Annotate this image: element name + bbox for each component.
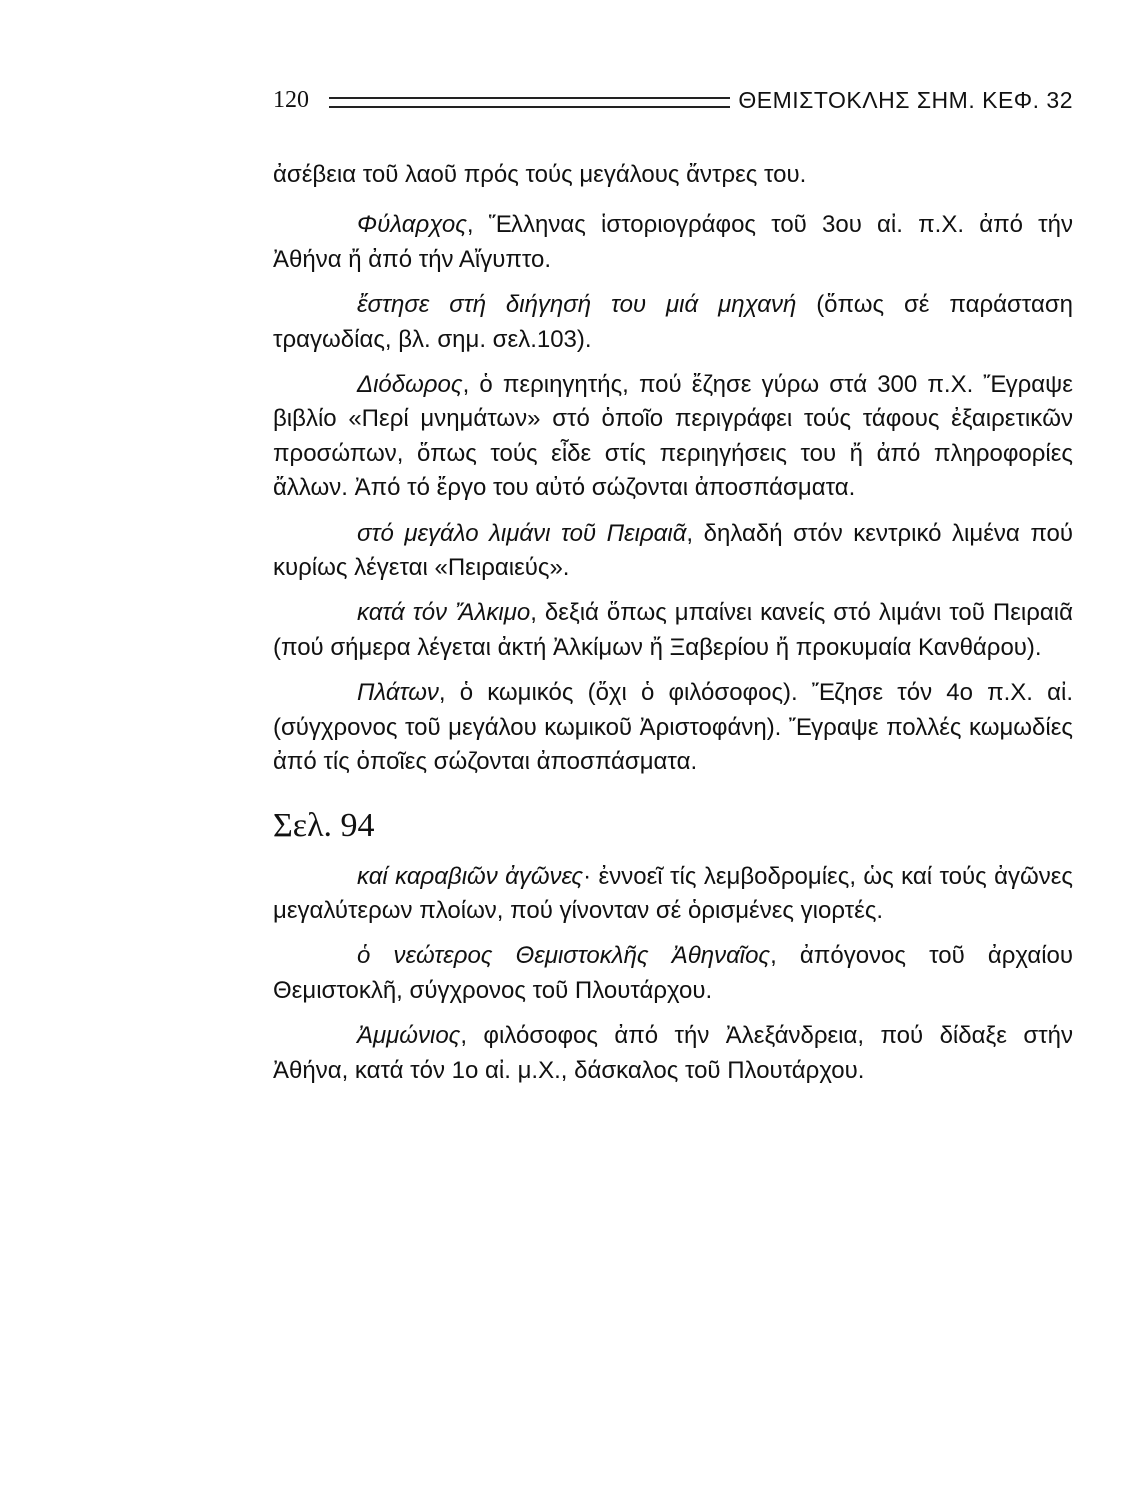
note-lemma: ἔστησε στή διήγησή του μιά μηχανή (357, 291, 797, 319)
note-text: (ὅπως σέ παράσταση τραγωδίας, βλ. σημ. σελ.103). (273, 291, 1073, 353)
note-paragraph (273, 676, 1073, 779)
running-head: ΘΕΜΙΣΤΟΚΛΗΣ ΣΗΜ. ΚΕΦ. 32 (738, 86, 1073, 113)
note-paragraph (273, 860, 1073, 929)
note-paragraph (273, 288, 1073, 357)
note-paragraph (273, 368, 1073, 506)
note-text: , Ἕλληνας ἱστοριογράφος τοῦ 3ου αἰ. π.Χ. ἀπό τήν Ἀθήνα ἤ ἀπό τήν Αἴγυπτο. (273, 211, 1073, 273)
note-paragraph (273, 939, 1073, 1008)
note-text: , δεξιά ὅπως μπαίνει κανείς στό λιμάνι τοῦ Πειραιᾶ (πού σήμερα λέγεται ἀκτή Ἀλκίμων ἤ Ξαβερίου ἤ προκυμαία Κανθάρου). (273, 599, 1073, 661)
note-lemma: Ἀμμώνιος (357, 1022, 461, 1050)
note-lemma: στό μεγάλο λιμάνι τοῦ Πειραιᾶ (357, 519, 687, 547)
note-lemma: καί καραβιῶν ἀγῶνες (357, 862, 584, 890)
note-text: , φιλόσοφος ἀπό τήν Ἀλεξάνδρεια, πού δίδαξε στήν Ἀθήνα, κατά τόν 1ο αἰ. μ.Χ., δάσκαλος τοῦ Πλουτάρχου. (273, 1022, 1073, 1084)
note-text: , ὁ κωμικός (ὄχι ὁ φιλόσοφος). Ἔζησε τόν 4ο π.Χ. αἰ. (σύγχρονος τοῦ μεγάλου κωμικοῦ Ἀριστοφάνη). Ἔγραψε πολλές κωμωδίες ἀπό τίς ὁποῖες σώζονται ἀποσπάσματα. (273, 679, 1073, 776)
note-lemma: Φύλαρχος (357, 211, 467, 239)
note-text: ἀσέβεια τοῦ λαοῦ πρός τούς μεγάλους ἄντρες του. (273, 161, 807, 188)
note-lemma: Διόδωρος (357, 371, 463, 399)
note-paragraph (273, 596, 1073, 665)
note-paragraph (273, 1019, 1073, 1088)
section-heading: Σελ. 94 (273, 806, 375, 844)
note-text: · ἐννοεῖ τίς λεμβοδρομίες, ὡς καί τούς ἀγῶνες μεγαλύτερων πλοίων, πού γίνονταν σέ ὁρισμένες γιορτές. (273, 862, 1073, 924)
header-double-rule (329, 97, 730, 108)
note-lemma: κατά τόν Ἄλκιμο (357, 599, 531, 627)
note-lemma: Πλάτων (357, 679, 439, 707)
book-page (273, 80, 1073, 1099)
note-paragraph (273, 208, 1073, 277)
note-text: , δηλαδή στόν κεντρικό λιμένα πού κυρίως λέγεται «Πειραιεύς». (273, 519, 1074, 582)
note-paragraph (273, 517, 1073, 586)
page-number: 120 (273, 86, 309, 113)
note-paragraph (273, 158, 1073, 192)
note-text: , ἀπόγονος τοῦ ἀρχαίου Θεμιστοκλῆ, σύγχρονος τοῦ Πλουτάρχου. (273, 942, 1073, 1004)
note-text: , ὁ περιηγητής, πού ἔζησε γύρω στά 300 π.Χ. Ἔγραψε βιβλίο «Περί μνημάτων» στό ὁποῖο περιγράφει τούς τάφους ἐξαιρετικῶν προσώπων, ὅπως τούς εἶδε στίς περιηγήσεις του ἤ ἀπό πληροφορίες ἄλλων. Ἀπό τό ἔργο του αὐτό σώζονται ἀποσπάσματα. (273, 371, 1073, 502)
page-header (273, 80, 1073, 120)
note-lemma: ὁ νεώτερος Θεμιστοκλῆς Ἀθηναῖος (357, 942, 771, 970)
